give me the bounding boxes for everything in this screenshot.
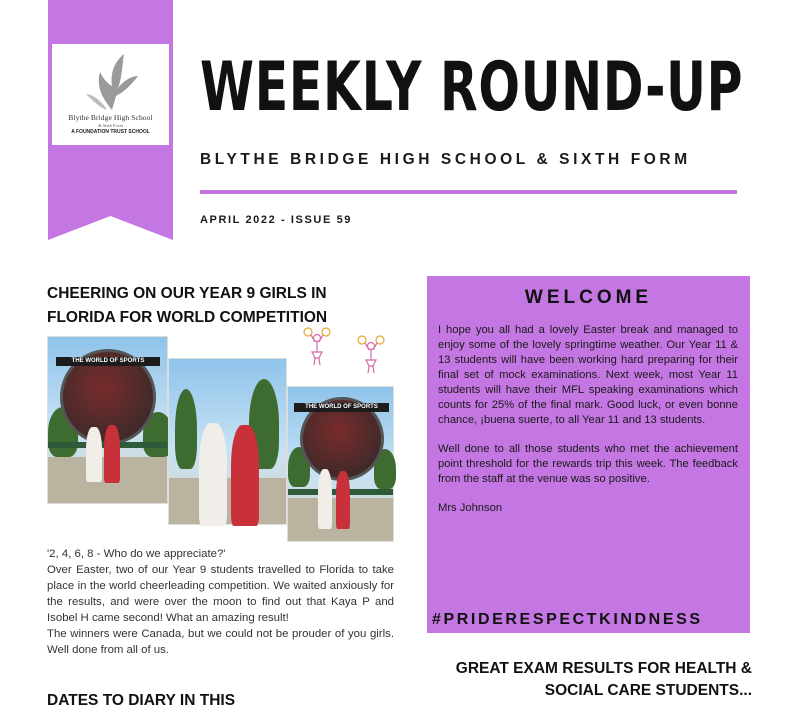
logo-school-name: Blythe Bridge High School xyxy=(68,113,153,122)
welcome-paragraph: Well done to all those students who met the achievement point threshold for the rewards trip this week. The feedback from the staff at the venue was so positive. xyxy=(438,443,738,485)
welcome-title: WELCOME xyxy=(524,287,653,308)
dates-heading: DATES TO DIARY IN THIS xyxy=(47,692,236,709)
photo-sign: THE WORLD OF SPORTS xyxy=(56,357,160,366)
school-hashtag: #PRIDERESPECTKINDNESS xyxy=(432,611,703,628)
page-subtitle: BLYTHE BRIDGE HIGH SCHOOL & SIXTH FORM xyxy=(200,151,691,168)
article-paragraph: The winners were Canada, but we could not be prouder of you girls. Well done from all of us. xyxy=(47,628,394,656)
welcome-signature: Mrs Johnson xyxy=(438,502,503,514)
cheerleader-icon xyxy=(302,326,332,366)
page-title: WEEKLY ROUND-UP xyxy=(200,48,744,127)
photo-globe-left xyxy=(47,336,168,504)
exam-article-title: GREAT EXAM RESULTS FOR HEALTH & SOCIAL CARE STUDENTS... xyxy=(455,660,752,699)
issue-label: APRIL 2022 - ISSUE 59 xyxy=(200,214,353,226)
logo-trust: A FOUNDATION TRUST SCHOOL xyxy=(71,129,150,135)
welcome-paragraph: I hope you all had a lovely Easter break and managed to enjoy some of the lovely springtime weather. Our Year 11 & 13 students will have been working hard preparing for their final set of mock examinations. Next week, most Year 11 students will have their MFL speaking examinations which counts for 25% of the final mark. Good luck, or even bonne chance, ¡buena suerte, to all Year 11 and 13 students. xyxy=(438,324,738,426)
school-logo xyxy=(52,44,169,145)
welcome-body xyxy=(438,323,738,530)
photo-globe-right: THE WORLD OF SPORTS xyxy=(287,386,394,542)
logo-sixth-form: & Sixth Form xyxy=(98,123,123,128)
header-divider xyxy=(200,190,737,194)
cheerleader-icon xyxy=(356,334,386,374)
article-paragraph: '2, 4, 6, 8 - Who do we appreciate?' xyxy=(47,548,226,560)
article-title: CHEERING ON OUR YEAR 9 GIRLS IN FLORIDA FOR WORLD COMPETITION xyxy=(47,285,328,326)
article-paragraph: Over Easter, two of our Year 9 students travelled to Florida to take place in the world cheerleading competition. We waited anxiously for the results, and were over the moon to find out that Kaya P and Isobel H came second! What an amazing result! xyxy=(47,564,394,624)
article-body xyxy=(47,546,394,658)
photo-girls-center xyxy=(168,358,287,525)
bird-logo-icon xyxy=(82,50,142,114)
